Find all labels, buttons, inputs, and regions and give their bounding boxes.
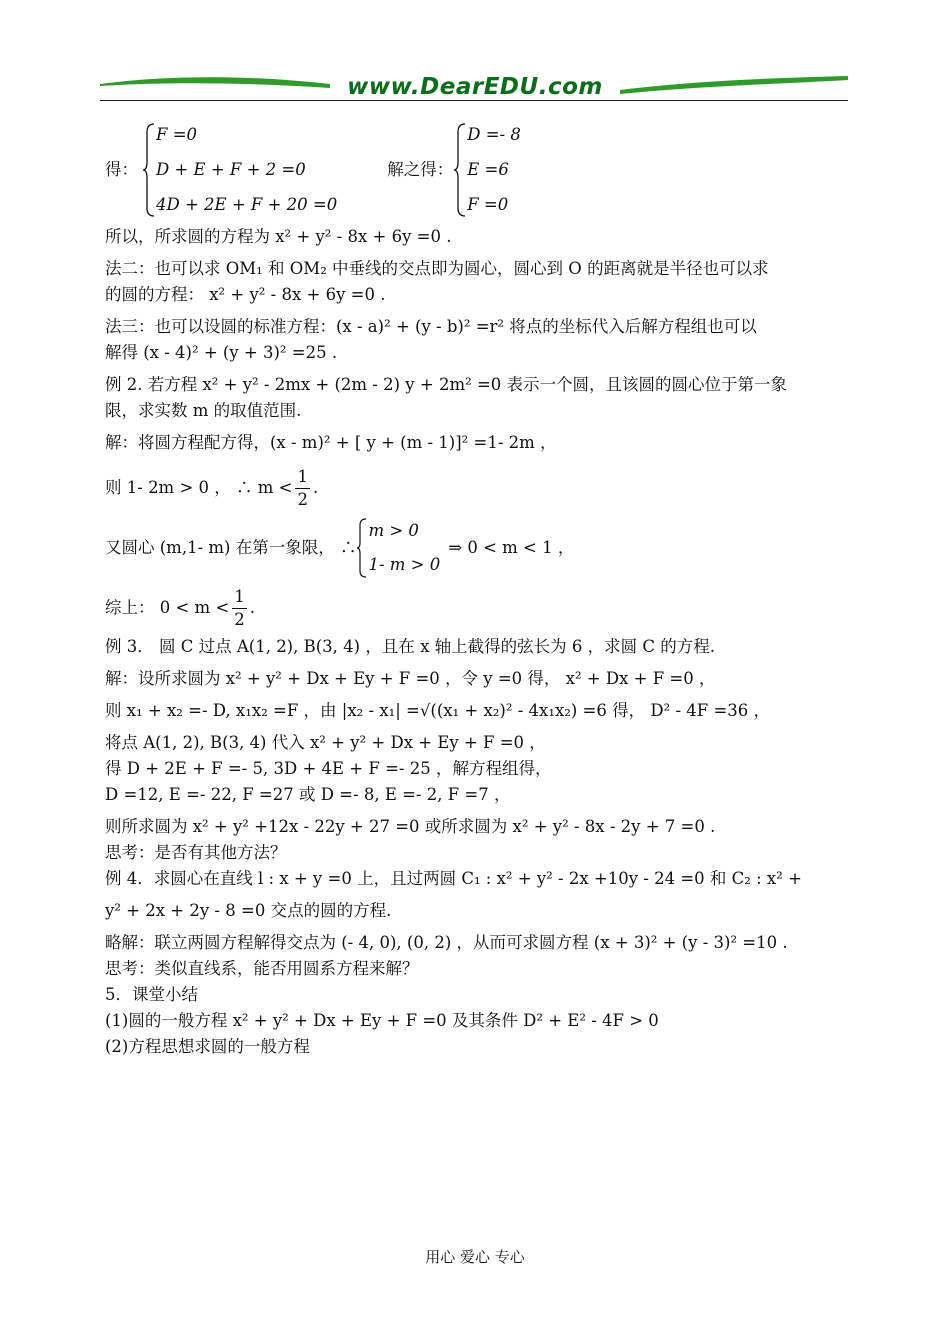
text-line: 法二：也可以求 OM₁ 和 OM₂ 中垂线的交点即为圆心，圆心到 O 的距离就是半径也可以求 xyxy=(105,259,769,278)
label-de: 得： xyxy=(105,160,138,179)
sys3-eq1: m > 0 xyxy=(368,521,419,540)
text-line: 所以，所求圆的方程为 x² + y² - 8x + 6y =0 . xyxy=(105,227,452,246)
left-brace xyxy=(142,122,156,218)
text-segment: ⇒ 0 < m < 1 ， xyxy=(448,538,575,557)
text-segment: 综上： 0 < m < xyxy=(105,598,230,617)
text-line: 思考：是否有其他方法？ xyxy=(105,843,287,862)
site-logo-text: www.DearEDU.com xyxy=(347,74,603,100)
equation-system-1 xyxy=(156,122,337,218)
text-line: 解：将圆方程配方得，(x - m)² + [ y + (m - 1)]² =1- 2m ， xyxy=(105,433,557,452)
text-line xyxy=(105,514,850,582)
text-line: 例 4．求圆心在直线 l : x + y =0 上，且过两圆 C₁ : x² + y² - 2x +10y - 24 =0 和 C₂ : x² + xyxy=(105,869,802,888)
sys1-eq1: F =0 xyxy=(156,125,198,144)
fraction-denominator: 2 xyxy=(297,489,308,509)
text-segment: 又圆心 (m,1- m) 在第一象限， ∴ xyxy=(105,538,357,557)
text-line: 法三：也可以设圆的标准方程：(x - a)² + (y - b)² =r² 将点的坐标代入后解方程组也可以 xyxy=(105,317,757,336)
text-line: 略解：联立两圆方程解得交点为 (- 4, 0), (0, 2) ，从而可求圆方程 (x + 3)² + (y - 3)² =10 . xyxy=(105,933,788,952)
header-divider xyxy=(100,100,848,101)
left-brace xyxy=(356,517,368,579)
text-segment: . xyxy=(312,478,319,497)
text-line: D =12, E =- 22, F =27 或 D =- 8, E =- 2, F =7 ， xyxy=(105,785,511,804)
equation-system-row xyxy=(105,120,850,220)
text-line xyxy=(105,462,850,514)
text-line: 则所求圆为 x² + y² +12x - 22y + 27 =0 或所求圆为 x² + y² - 8x - 2y + 7 =0 . xyxy=(105,817,716,836)
text-line: y² + 2x + 2y - 8 =0 交点的圆的方程. xyxy=(105,901,392,920)
text-line: 5．课堂小结 xyxy=(105,985,198,1004)
text-line: 限，求实数 m 的取值范围. xyxy=(105,401,302,420)
text-line: 将点 A(1, 2), B(3, 4) 代入 x² + y² + Dx + Ey + F =0 ， xyxy=(105,733,546,752)
text-segment: 则 1- 2m > 0 ， ∴ m < xyxy=(105,478,293,497)
text-line: (2)方程思想求圆的一般方程 xyxy=(105,1037,310,1056)
sys1-eq2: D + E + F + 2 =0 xyxy=(156,160,306,179)
document-body xyxy=(105,120,850,1060)
text-line: 例 3． 圆 C 过点 A(1, 2), B(3, 4) ，且在 x 轴上截得的弦长为 6 ，求圆 C 的方程. xyxy=(105,637,715,656)
text-line: 例 2. 若方程 x² + y² - 2mx + (2m - 2) y + 2m² =0 表示一个圆，且该圆的圆心位于第一象 xyxy=(105,375,788,394)
text-line: 思考：类似直线系，能否用圆系方程来解？ xyxy=(105,959,419,978)
sys1-eq3: 4D + 2E + F + 20 =0 xyxy=(156,195,338,214)
sys2-eq3: F =0 xyxy=(467,195,509,214)
sys2-eq2: E =6 xyxy=(467,160,509,179)
text-line: 得 D + 2E + F =- 5, 3D + 4E + F =- 25 ，解方程组得， xyxy=(105,759,552,778)
text-segment: . xyxy=(249,598,256,617)
text-line: 解得 (x - 4)² + (y + 3)² =25 . xyxy=(105,343,338,362)
equation-system-3 xyxy=(368,518,440,578)
text-line: (1)圆的一般方程 x² + y² + Dx + Ey + F =0 及其条件 D² + E² - 4F > 0 xyxy=(105,1011,659,1030)
page-footer: 用心 爱心 专心 xyxy=(425,1248,525,1266)
equation-system-2 xyxy=(467,122,521,218)
text-line: 解：设所求圆为 x² + y² + Dx + Ey + F =0 ，令 y =0 得， x² + Dx + F =0 ， xyxy=(105,669,716,688)
label-solve: 解之得： xyxy=(387,160,454,179)
left-brace xyxy=(453,122,467,218)
fraction-denominator: 2 xyxy=(234,609,245,629)
sys3-eq2: 1- m > 0 xyxy=(368,555,441,574)
fraction xyxy=(295,466,310,511)
text-line xyxy=(105,582,850,634)
fraction-numerator: 1 xyxy=(232,586,247,609)
text-line: 则 x₁ + x₂ =- D, x₁x₂ =F ，由 |x₂ - x₁| =√((x₁ + x₂)² - 4x₁x₂) =6 得， D² - 4F =36 ， xyxy=(105,701,771,720)
fraction-numerator: 1 xyxy=(295,466,310,489)
sys2-eq1: D =- 8 xyxy=(467,125,521,144)
fraction xyxy=(232,586,247,631)
text-line: 的圆的方程： x² + y² - 8x + 6y =0 . xyxy=(105,285,386,304)
